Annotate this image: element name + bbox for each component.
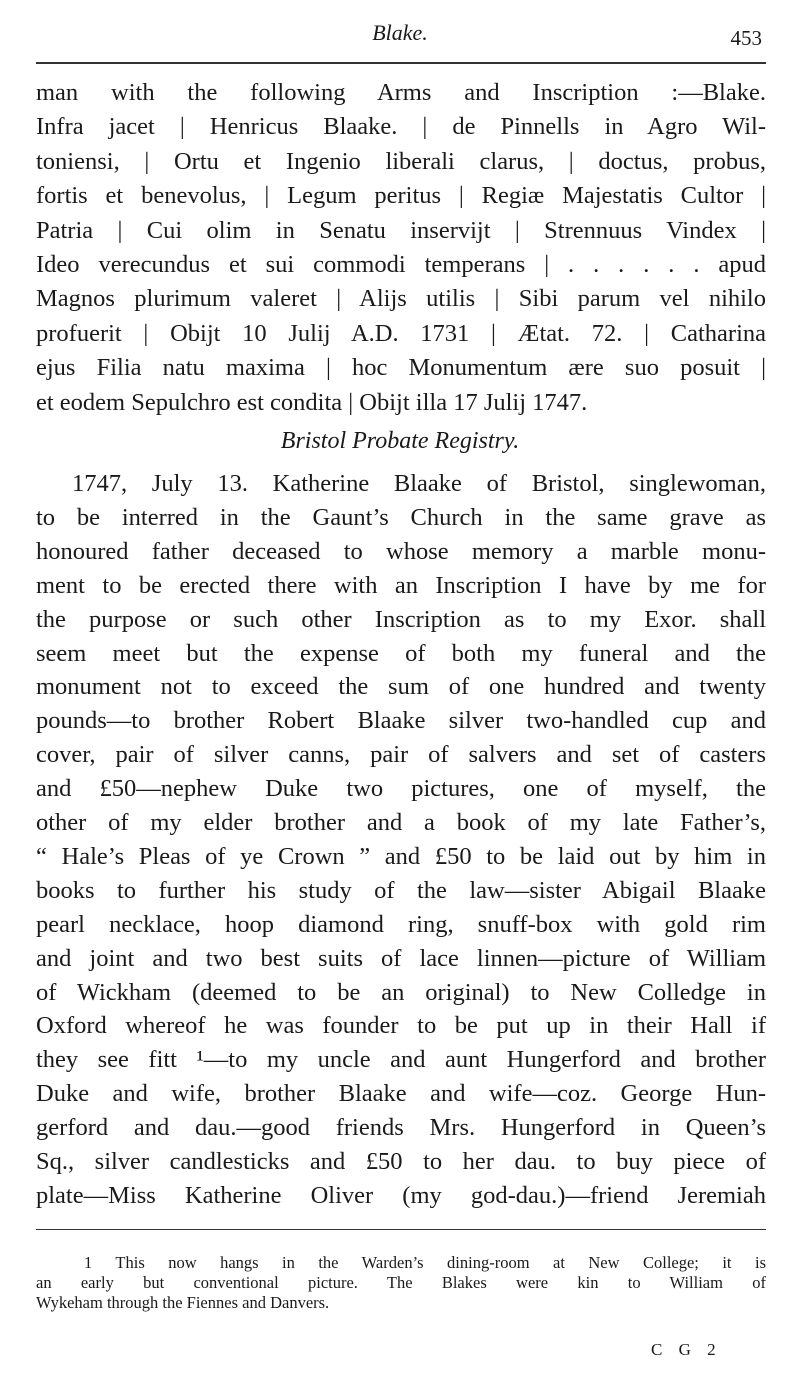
footnote-line: 1 This now hangs in the Warden’s dining-room at New College; it is	[84, 1253, 766, 1272]
inscription-line: ejus Filia natu maxima | hoc Monumentum ære suo posuit |	[36, 354, 766, 382]
inscription-line: fortis et benevolus, | Legum peritus | Regiæ Majestatis Cultor |	[36, 182, 766, 210]
will-line: other of my elder brother and a book of my late Father’s,	[36, 809, 766, 836]
will-line: “ Hale’s Pleas of ye Crown ” and £50 to be laid out by him in	[36, 842, 766, 870]
will-line: and £50—nephew Duke two pictures, one of myself, the	[36, 775, 766, 803]
will-line: cover, pair of silver canns, pair of salvers and set of casters	[36, 741, 766, 769]
will-line: and joint and two best suits of lace linnen—picture of William	[36, 944, 766, 972]
inscription-line: profuerit | Obijt 10 Julij A.D. 1731 | Ætat. 72. | Catharina	[36, 319, 766, 347]
will-line: ment to be erected there with an Inscription I have by me for	[36, 571, 766, 599]
will-line: Oxford whereof he was founder to be put up in their Hall if	[36, 1012, 766, 1040]
section-heading: Bristol Probate Registry.	[280, 428, 520, 454]
footnote-rule	[36, 1229, 766, 1230]
will-line: seem meet but the expense of both my funeral and the	[36, 639, 766, 667]
will-line: Duke and wife, brother Blaake and wife—coz. George Hun-	[36, 1080, 766, 1108]
will-line: 1747, July 13. Katherine Blaake of Bristol, singlewoman,	[72, 470, 766, 497]
inscription-line: et eodem Sepulchro est condita | Obijt illa 17 Julij 1747.	[36, 388, 588, 416]
will-line: Sq., silver candlesticks and £50 to her dau. to buy piece of	[36, 1148, 766, 1175]
will-line: monument not to exceed the sum of one hundred and twenty	[36, 673, 766, 701]
will-line: the purpose or such other Inscription as to my Exor. shall	[36, 605, 766, 633]
will-line: to be interred in the Gaunt’s Church in the same grave as	[36, 503, 766, 531]
header-rule	[36, 62, 766, 64]
inscription-line: toniensi, | Ortu et Ingenio liberali clarus, | doctus, probus,	[36, 147, 766, 175]
inscription-line: Magnos plurimum valeret | Alijs utilis | Sibi parum vel nihilo	[36, 285, 766, 313]
footnote-line: an early but conventional picture. The Blakes were kin to William of	[36, 1273, 766, 1292]
inscription-line: Ideo verecundus et sui commodi temperans | . . . . . . apud	[36, 251, 766, 278]
will-line: gerford and dau.—good friends Mrs. Hungerford in Queen’s	[36, 1114, 766, 1142]
will-line: pearl necklace, hoop diamond ring, snuff-box with gold rim	[36, 910, 766, 938]
will-line: plate—Miss Katherine Oliver (my god-dau.)—friend Jeremiah	[36, 1181, 766, 1209]
running-header-title: Blake.	[372, 20, 428, 45]
inscription-line: Infra jacet | Henricus Blaake. | de Pinnells in Agro Wil-	[36, 113, 766, 141]
inscription-line: man with the following Arms and Inscription :—Blake.	[36, 79, 766, 106]
will-line: pounds—to brother Robert Blaake silver two-handled cup and	[36, 707, 766, 735]
will-line: of Wickham (deemed to be an original) to New Colledge in	[36, 978, 766, 1006]
signature-mark: C G 2	[651, 1340, 722, 1359]
footnote-line: Wykeham through the Fiennes and Danvers.	[36, 1293, 330, 1312]
inscription-line: Patria | Cui olim in Senatu inservijt | Strennuus Vindex |	[36, 216, 766, 244]
page-number: 453	[730, 26, 762, 50]
will-line: honoured father deceased to whose memory a marble monu-	[36, 537, 766, 565]
will-line: they see fitt ¹—to my uncle and aunt Hungerford and brother	[36, 1046, 766, 1074]
will-line: books to further his study of the law—sister Abigail Blaake	[36, 876, 766, 904]
